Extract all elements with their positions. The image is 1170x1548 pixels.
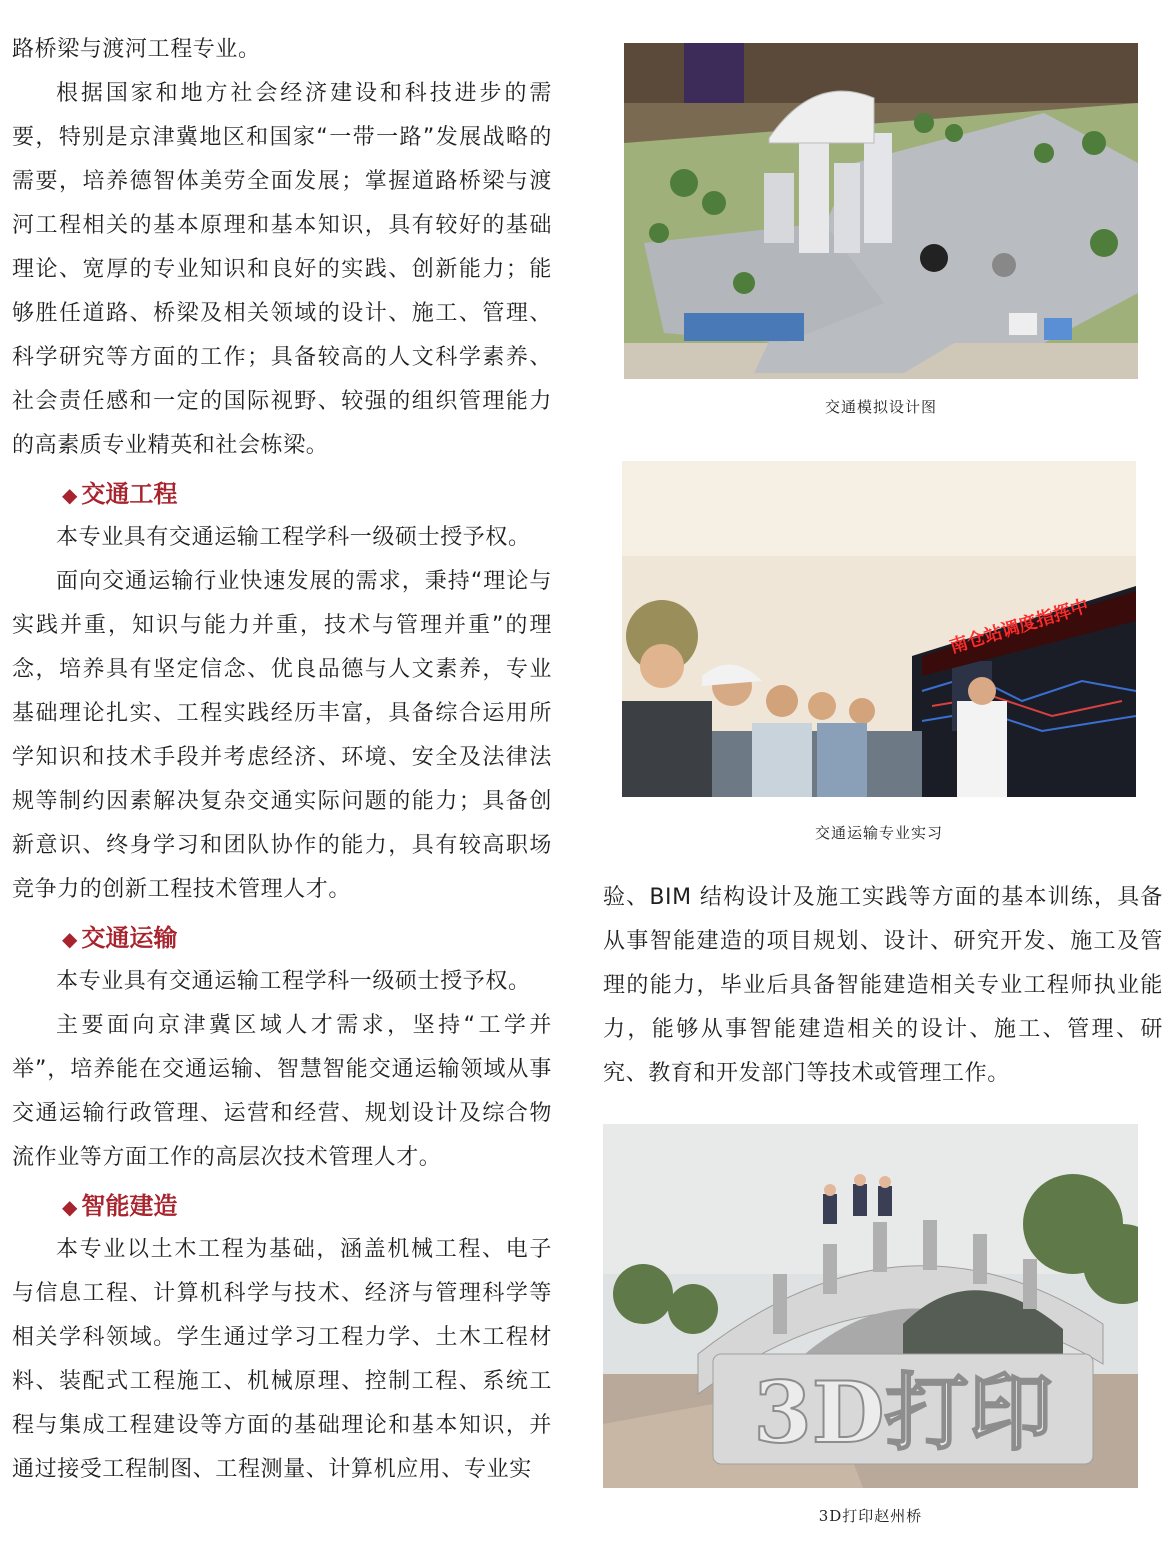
section-heading-intelligent-construction (12, 1184, 552, 1228)
paragraph-traffic-engineering-body: 面向交通运输行业快速发展的需求，秉持“理论与实践并重，知识与能力并重，技术与管理并重”的理念，培养具有坚定信念、优良品德与人文素养，专业基础理论扎实、工程实践经历丰富，具备综合运用所学知识和技术手段并考虑经济、环境、安全及法律法规等制约因素解决复杂交通实际问题的能力；具备创新意识、终身学习和团队协作的能力，具有较高职场竞争力的创新工程技术管理人才。 (12, 569, 552, 902)
led-sign-text: 南仓站调度指挥中 (947, 595, 1092, 658)
paragraph-traffic-engineering-degree: 本专业具有交通运输工程学科一级硕士授予权。 (56, 525, 531, 550)
section-title: 交通工程 (81, 480, 178, 508)
photo-transportation-internship (622, 461, 1136, 797)
paragraph-transportation-degree: 本专业具有交通运输工程学科一级硕士授予权。 (56, 969, 531, 994)
paragraph-transportation-body: 主要面向京津冀区域人才需求，坚持“工学并举”，培养能在交通运输、智慧智能交通运输领域从事交通运输行政管理、运营和经营、规划设计及综合物流作业等方面工作的高层次技术管理人才。 (12, 1013, 552, 1170)
section-title: 智能建造 (81, 1192, 178, 1220)
paragraph-bridge-program: 根据国家和地方社会经济建设和科技进步的需要，特别是京津冀地区和国家“一带一路”发展战略的需要，培养德智体美劳全面发展；掌握道路桥梁与渡河工程相关的基本原理和基本知识，具有较好的基础理论、宽厚的专业知识和良好的实践、创新能力；能够胜任道路、桥梁及相关领域的设计、施工、管理、科学研究等方面的工作；具备较高的人文科学素养、社会责任感和一定的国际视野、较强的组织管理能力的高素质专业精英和社会栋梁。 (12, 81, 552, 458)
section-heading-traffic-engineering (12, 472, 552, 516)
photo-3d-printed-bridge (603, 1124, 1138, 1488)
paragraph-intelligent-construction-continued: 验、BIM 结构设计及施工实践等方面的基本训练，具备从事智能建造的项目规划、设计、研究开发、施工及管理的能力，毕业后具备智能建造相关专业工程师执业能力，能够从事智能建造相关的设计、施工、管理、研究、教育和开发部门等技术或管理工作。 (603, 885, 1163, 1086)
section-heading-transportation (12, 916, 552, 960)
left-column (12, 28, 552, 1492)
right-column (603, 876, 1163, 1096)
sculpture-lettering (753, 1363, 1052, 1462)
caption-transportation-internship: 交通运输专业实习 (814, 824, 943, 842)
diamond-bullet-icon: ◆ (62, 483, 78, 507)
diamond-bullet-icon: ◆ (62, 927, 78, 951)
sculpture-text: 3D打印 (753, 1363, 1053, 1462)
photo-traffic-simulation-model (624, 43, 1138, 379)
caption-traffic-simulation: 交通模拟设计图 (824, 398, 937, 416)
diamond-bullet-icon: ◆ (62, 1195, 78, 1219)
caption-3d-printed-bridge: 3D打印赵州桥 (818, 1507, 923, 1525)
paragraph-intro-tail: 路桥梁与渡河工程专业。 (12, 37, 261, 62)
paragraph-intelligent-construction-body: 本专业以土木工程为基础，涵盖机械工程、电子与信息工程、计算机科学与技术、经济与管理科学等相关学科领域。学生通过学习工程力学、土木工程材料、装配式工程施工、机械原理、控制工程、系统工程与集成工程建设等方面的基础理论和基本知识，并通过接受工程制图、工程测量、计算机应用、专业实 (12, 1237, 552, 1482)
section-title: 交通运输 (81, 924, 178, 952)
